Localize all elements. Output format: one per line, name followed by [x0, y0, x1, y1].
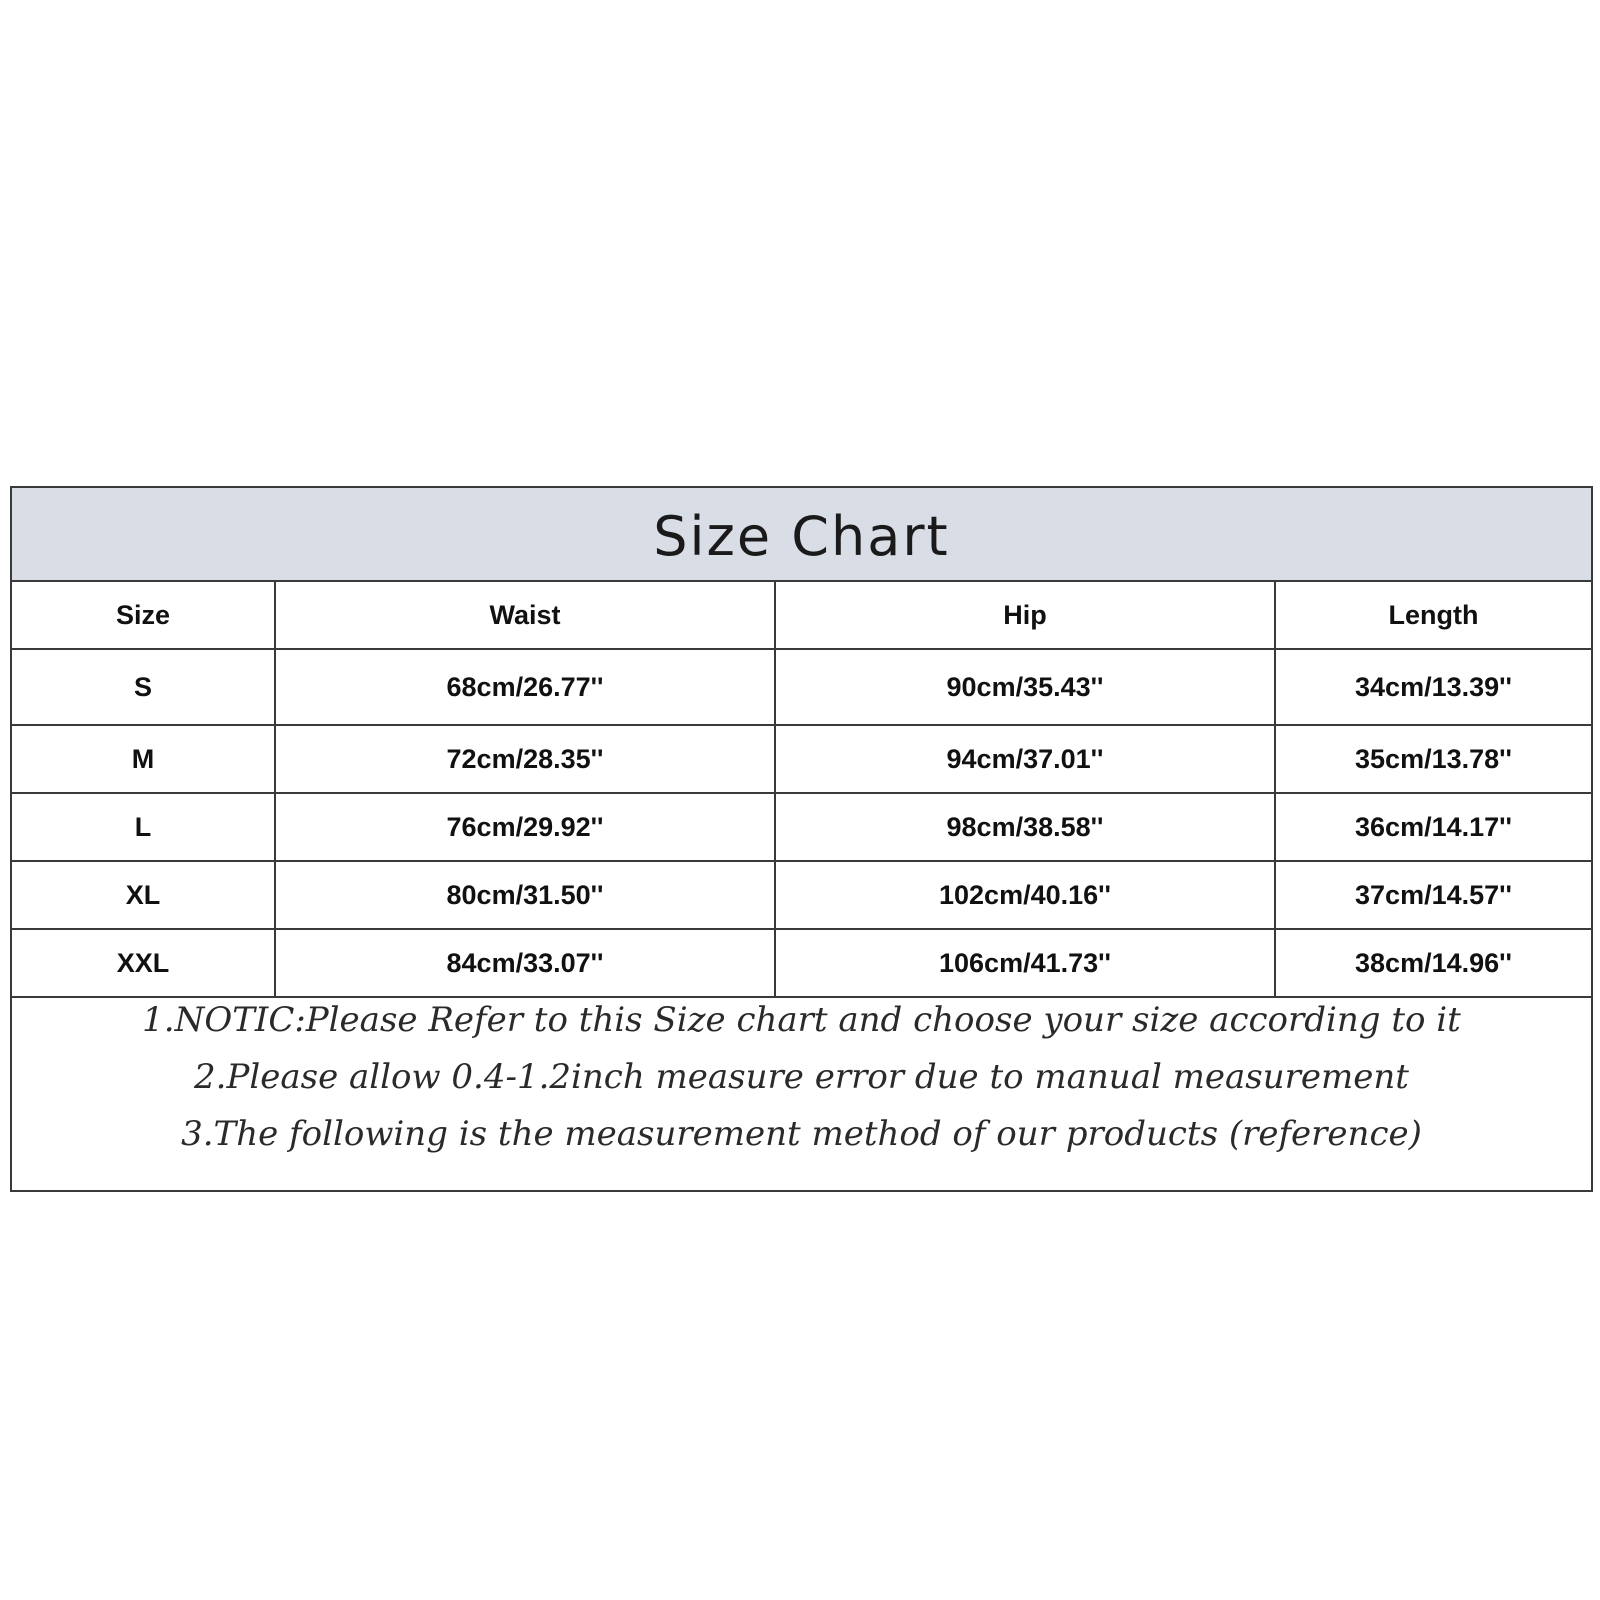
notes	[12, 988, 1591, 1163]
cell-waist: 76cm/29.92''	[275, 793, 775, 861]
cell-length: 36cm/14.17''	[1275, 793, 1591, 861]
cell-length: 34cm/13.39''	[1275, 649, 1591, 725]
cell-hip: 106cm/41.73''	[775, 929, 1275, 997]
header-hip: Hip	[775, 582, 1275, 649]
header-size: Size	[12, 582, 275, 649]
cell-length: 35cm/13.78''	[1275, 725, 1591, 793]
cell-length: 37cm/14.57''	[1275, 861, 1591, 929]
cell-size: S	[12, 649, 275, 725]
cell-size: L	[12, 793, 275, 861]
cell-waist: 68cm/26.77''	[275, 649, 775, 725]
header-waist: Waist	[275, 582, 775, 649]
cell-size: XL	[12, 861, 275, 929]
cell-size: M	[12, 725, 275, 793]
table-row	[12, 861, 1591, 929]
cell-hip: 90cm/35.43''	[775, 649, 1275, 725]
header-length: Length	[1275, 582, 1591, 649]
note-line: 2.Please allow 0.4-1.2inch measure error due to manual measurement	[194, 1057, 1409, 1097]
table-row	[12, 725, 1591, 793]
chart-title: Size Chart	[653, 504, 950, 568]
cell-size: XXL	[12, 929, 275, 997]
size-table	[12, 582, 1591, 998]
note-line: 3.The following is the measurement method of our products (reference)	[181, 1114, 1422, 1154]
cell-length: 38cm/14.96''	[1275, 929, 1591, 997]
cell-waist: 72cm/28.35''	[275, 725, 775, 793]
table-row	[12, 793, 1591, 861]
table-row	[12, 649, 1591, 725]
size-chart	[10, 486, 1593, 1192]
header-row	[12, 582, 1591, 649]
cell-waist: 80cm/31.50''	[275, 861, 775, 929]
cell-hip: 94cm/37.01''	[775, 725, 1275, 793]
table-row	[12, 929, 1591, 997]
cell-waist: 84cm/33.07''	[275, 929, 775, 997]
cell-hip: 102cm/40.16''	[775, 861, 1275, 929]
title-bar	[12, 488, 1591, 582]
cell-hip: 98cm/38.58''	[775, 793, 1275, 861]
note-line: 1.NOTIC:Please Refer to this Size chart and choose your size according to it	[142, 1000, 1461, 1040]
